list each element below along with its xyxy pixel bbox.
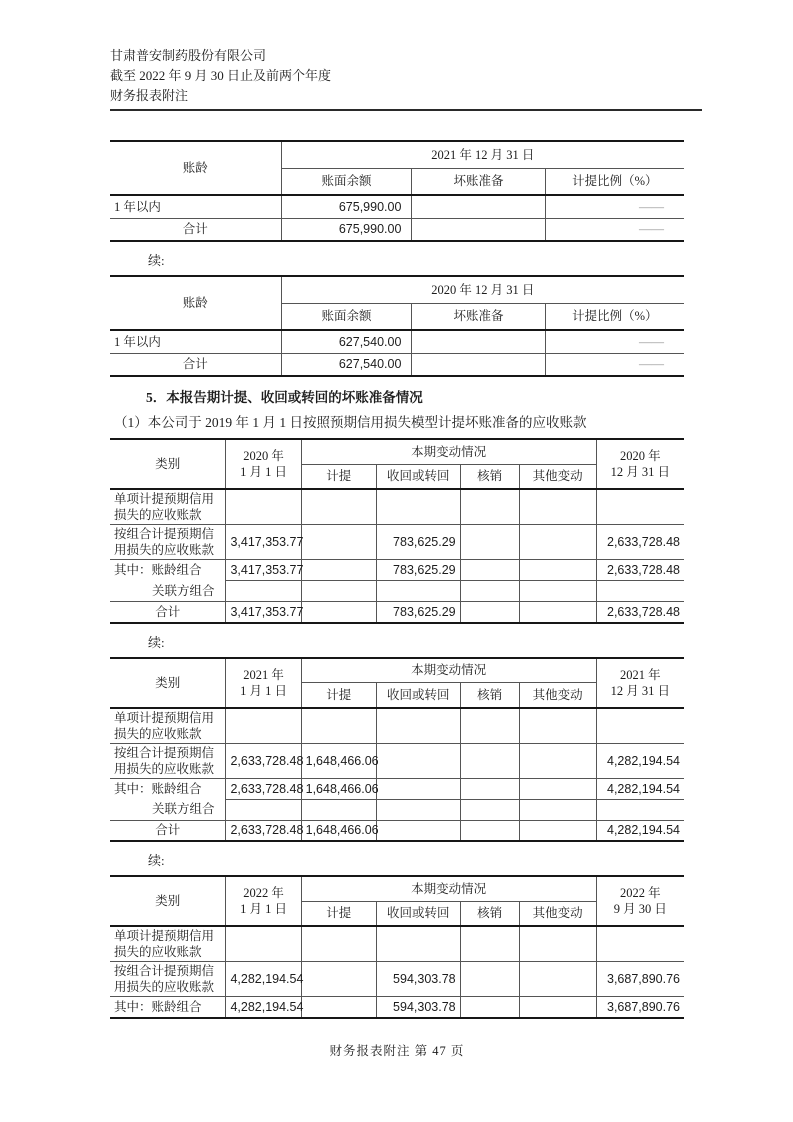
value-cell	[376, 581, 460, 602]
document-type: 财务报表附注	[110, 88, 189, 103]
table-row	[110, 962, 684, 997]
column-header: 收回或转回	[376, 683, 460, 708]
row-label-cell: 单项计提预期信用损失的应收账款	[110, 489, 226, 525]
value-cell	[376, 489, 460, 525]
value-cell	[301, 489, 376, 525]
change-group-header: 本期变动情况	[301, 658, 596, 683]
column-header: 核销	[460, 464, 519, 489]
column-header: 计提比例（%）	[545, 303, 684, 330]
date-group-header: 2021 年 12 月 31 日	[281, 141, 684, 168]
end-date-line2: 9 月 30 日	[613, 902, 667, 916]
begin-date-line1: 2020 年	[243, 449, 284, 463]
value-cell	[301, 560, 376, 581]
value-cell	[226, 799, 301, 820]
value-cell: 594,303.78	[376, 962, 460, 997]
aging-table-2020	[110, 275, 684, 377]
row-label-cell: 关联方组合	[110, 799, 226, 820]
aging-table-2020-container	[110, 275, 684, 377]
table-row	[110, 218, 684, 241]
value-cell	[301, 799, 376, 820]
value-cell	[412, 353, 545, 376]
value-cell: ——	[545, 330, 684, 353]
category-row-header: 类别	[110, 876, 226, 926]
movement-table-body	[110, 708, 684, 842]
table-row	[110, 778, 684, 799]
column-header: 收回或转回	[376, 901, 460, 926]
value-cell	[376, 926, 460, 962]
value-cell: 1,648,466.06	[301, 820, 376, 841]
aging-row-header: 账龄	[110, 141, 281, 195]
column-header: 核销	[460, 901, 519, 926]
value-cell: 594,303.78	[376, 997, 460, 1018]
table-row	[110, 602, 684, 623]
value-cell	[460, 926, 519, 962]
value-cell	[519, 602, 596, 623]
value-cell	[412, 195, 545, 218]
value-cell	[301, 525, 376, 560]
page-content	[110, 0, 684, 1059]
begin-date-line2: 1 月 1 日	[240, 902, 287, 916]
value-cell	[460, 581, 519, 602]
company-name: 甘肃普安制药股份有限公司	[110, 48, 267, 63]
row-label-cell: 合计	[110, 820, 226, 841]
value-cell: 1,648,466.06	[301, 743, 376, 778]
value-cell	[460, 560, 519, 581]
value-cell	[519, 820, 596, 841]
value-cell: 2,633,728.48	[226, 743, 301, 778]
column-header: 收回或转回	[376, 464, 460, 489]
value-cell	[519, 708, 596, 744]
column-header: 核销	[460, 683, 519, 708]
aging-table-body	[110, 195, 684, 241]
column-header: 计提	[301, 683, 376, 708]
header-row	[110, 658, 684, 683]
section-subheading: （1）本公司于 2019 年 1 月 1 日按照预期信用损失模型计提坏账准备的应收账款	[114, 415, 587, 430]
value-cell	[301, 708, 376, 744]
change-group-header: 本期变动情况	[301, 876, 596, 901]
value-cell	[519, 581, 596, 602]
row-label-cell: 关联方组合	[110, 581, 226, 602]
value-cell	[519, 962, 596, 997]
value-cell: 3,417,353.77	[226, 525, 301, 560]
value-cell: 3,687,890.76	[596, 962, 684, 997]
row-label-cell: 单项计提预期信用损失的应收账款	[110, 926, 226, 962]
date-group-header: 2020 年 12 月 31 日	[281, 276, 684, 303]
table-row	[110, 743, 684, 778]
value-cell: ——	[545, 353, 684, 376]
value-cell	[596, 489, 684, 525]
row-label-cell: 其中：账龄组合	[110, 997, 226, 1018]
value-cell	[226, 581, 301, 602]
value-cell	[519, 743, 596, 778]
row-label-cell: 按组合计提预期信用损失的应收账款	[110, 743, 226, 778]
table-row	[110, 926, 684, 962]
value-cell	[596, 708, 684, 744]
value-cell: 2,633,728.48	[596, 525, 684, 560]
aging-table-2021-container	[110, 140, 684, 242]
value-cell: 4,282,194.54	[596, 778, 684, 799]
value-cell	[301, 581, 376, 602]
value-cell	[460, 778, 519, 799]
movement-table-2022	[110, 875, 684, 1019]
row-label-cell: 合计	[110, 218, 281, 241]
column-header: 坏账准备	[412, 303, 545, 330]
value-cell: 783,625.29	[376, 602, 460, 623]
value-cell: 3,417,353.77	[226, 560, 301, 581]
header-row	[110, 876, 684, 901]
movement-table-head	[110, 658, 684, 708]
begin-date-line2: 1 月 1 日	[240, 683, 287, 698]
column-header: 其他变动	[519, 683, 596, 708]
value-cell	[412, 330, 545, 353]
aging-table-head	[110, 141, 684, 195]
movement-table-body	[110, 926, 684, 1018]
value-cell: 675,990.00	[281, 195, 412, 218]
value-cell	[226, 926, 301, 962]
end-date-line1: 2022 年	[619, 886, 661, 900]
value-cell	[519, 799, 596, 820]
value-cell: 3,417,353.77	[226, 602, 301, 623]
movement-table-head	[110, 439, 684, 489]
end-date-header	[596, 439, 684, 489]
value-cell: 2,633,728.48	[226, 820, 301, 841]
begin-date-line1: 2021 年	[243, 667, 284, 682]
movement-table-body	[110, 489, 684, 623]
row-label-cell: 其中：账龄组合	[110, 778, 226, 799]
value-cell	[596, 581, 684, 602]
continued-label: 续:	[148, 853, 165, 868]
value-cell	[519, 997, 596, 1018]
column-header: 账面余额	[281, 303, 412, 330]
row-label-cell: 单项计提预期信用损失的应收账款	[110, 708, 226, 744]
row-label-cell: 合计	[110, 353, 281, 376]
value-cell	[301, 997, 376, 1018]
value-cell: ——	[545, 218, 684, 241]
value-cell	[519, 525, 596, 560]
row-label-cell: 1 年以内	[110, 330, 281, 353]
movement-table-2021	[110, 657, 684, 843]
table-row	[110, 560, 684, 581]
row-label-cell: 按组合计提预期信用损失的应收账款	[110, 525, 226, 560]
table-row	[110, 708, 684, 744]
value-cell	[460, 820, 519, 841]
value-cell	[460, 962, 519, 997]
movement-table-2021-container	[110, 657, 684, 843]
value-cell	[460, 489, 519, 525]
value-cell: 627,540.00	[281, 353, 412, 376]
end-date-line2: 12 月 31 日	[610, 683, 670, 698]
movement-table-head	[110, 876, 684, 926]
value-cell	[519, 560, 596, 581]
table-row	[110, 820, 684, 841]
movement-table-2020-container	[110, 438, 684, 624]
table-row	[110, 799, 684, 820]
value-cell: 1,648,466.06	[301, 778, 376, 799]
continued-label: 续:	[148, 634, 165, 650]
value-cell	[460, 602, 519, 623]
value-cell	[376, 778, 460, 799]
column-header: 计提	[301, 901, 376, 926]
column-header: 账面余额	[281, 168, 412, 195]
value-cell	[460, 708, 519, 744]
value-cell: 783,625.29	[376, 525, 460, 560]
value-cell: 4,282,194.54	[596, 743, 684, 778]
header-row	[110, 141, 684, 168]
value-cell	[376, 708, 460, 744]
aging-row-header: 账龄	[110, 276, 281, 330]
page-footer: 财务报表附注 第 47 页	[329, 1043, 465, 1058]
movement-table-2020	[110, 438, 684, 624]
header-row	[110, 439, 684, 464]
value-cell	[301, 926, 376, 962]
table-row	[110, 997, 684, 1018]
value-cell	[301, 962, 376, 997]
column-header: 坏账准备	[412, 168, 545, 195]
row-label-cell: 1 年以内	[110, 195, 281, 218]
column-header: 计提比例（%）	[545, 168, 684, 195]
end-date-header	[596, 876, 684, 926]
value-cell	[596, 799, 684, 820]
value-cell	[301, 602, 376, 623]
aging-table-body	[110, 330, 684, 376]
value-cell: 675,990.00	[281, 218, 412, 241]
table-row	[110, 330, 684, 353]
table-row	[110, 525, 684, 560]
category-row-header: 类别	[110, 439, 226, 489]
value-cell	[460, 525, 519, 560]
value-cell	[519, 489, 596, 525]
table-row	[110, 353, 684, 376]
value-cell: 2,633,728.48	[596, 560, 684, 581]
begin-date-header	[226, 439, 301, 489]
end-date-line1: 2021 年	[619, 667, 661, 682]
begin-date-header	[226, 876, 301, 926]
value-cell	[519, 926, 596, 962]
movement-table-2022-container	[110, 875, 684, 1019]
value-cell: 4,282,194.54	[596, 820, 684, 841]
header-row	[110, 276, 684, 303]
end-date-line2: 12 月 31 日	[610, 465, 670, 479]
value-cell	[460, 743, 519, 778]
value-cell	[460, 799, 519, 820]
section-heading: 5．本报告期计提、收回或转回的坏账准备情况	[146, 390, 423, 405]
column-header: 计提	[301, 464, 376, 489]
value-cell	[519, 778, 596, 799]
row-label-cell: 其中：账龄组合	[110, 560, 226, 581]
change-group-header: 本期变动情况	[301, 439, 596, 464]
value-cell	[460, 997, 519, 1018]
document-header	[110, 0, 684, 106]
begin-date-line1: 2022 年	[243, 886, 284, 900]
value-cell	[412, 218, 545, 241]
continued-label: 续:	[148, 253, 165, 268]
value-cell	[596, 926, 684, 962]
value-cell: 4,282,194.54	[226, 962, 301, 997]
value-cell	[376, 799, 460, 820]
table-row	[110, 195, 684, 218]
value-cell: ——	[545, 195, 684, 218]
column-header: 其他变动	[519, 901, 596, 926]
value-cell: 627,540.00	[281, 330, 412, 353]
value-cell: 2,633,728.48	[226, 778, 301, 799]
row-label-cell: 合计	[110, 602, 226, 623]
value-cell	[226, 708, 301, 744]
end-date-line1: 2020 年	[619, 449, 661, 463]
value-cell: 2,633,728.48	[596, 602, 684, 623]
category-row-header: 类别	[110, 658, 226, 708]
table-row	[110, 489, 684, 525]
table-row	[110, 581, 684, 602]
row-label-cell: 按组合计提预期信用损失的应收账款	[110, 962, 226, 997]
header-divider-rule	[110, 109, 702, 111]
value-cell	[376, 743, 460, 778]
value-cell	[226, 489, 301, 525]
report-period: 截至 2022 年 9 月 30 日止及前两个年度	[110, 68, 332, 83]
end-date-header	[596, 658, 684, 708]
aging-table-2021	[110, 140, 684, 242]
begin-date-header	[226, 658, 301, 708]
aging-table-head	[110, 276, 684, 330]
value-cell: 783,625.29	[376, 560, 460, 581]
begin-date-line2: 1 月 1 日	[240, 465, 287, 479]
value-cell	[376, 820, 460, 841]
value-cell: 4,282,194.54	[226, 997, 301, 1018]
column-header: 其他变动	[519, 464, 596, 489]
value-cell: 3,687,890.76	[596, 997, 684, 1018]
